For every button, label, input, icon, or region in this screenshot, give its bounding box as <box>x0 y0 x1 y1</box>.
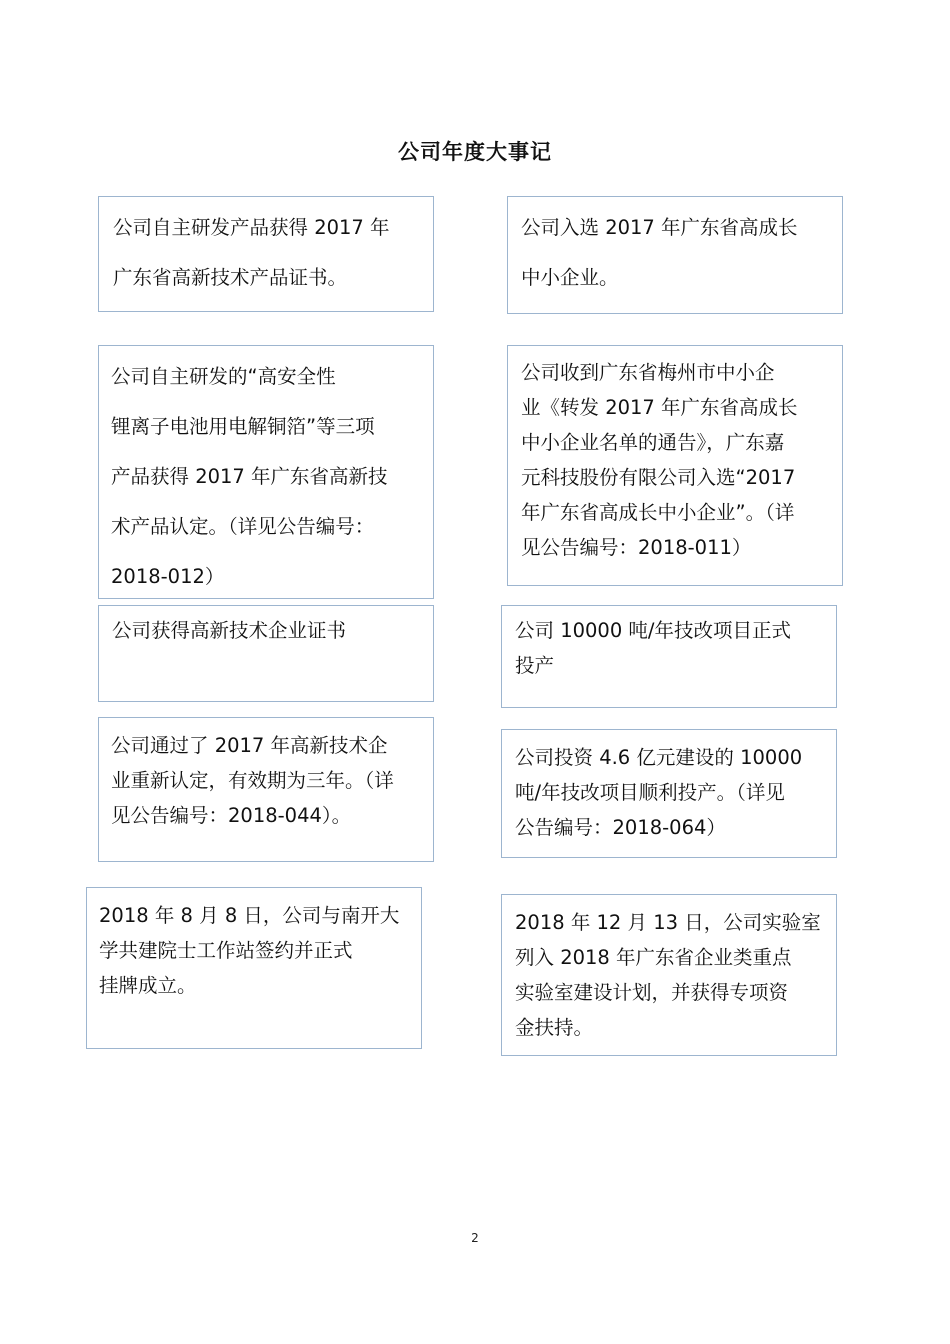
event-box-high-growth-notice: 公司收到广东省梅州市中小企 业《转发 2017 年广东省高成长 中小企业名单的通告》，广东嘉 元科技股份有限公司入选“2017 年广东省高成长中小企业”。（详 见公告编号：2018-011） <box>507 345 843 586</box>
page-title: 公司年度大事记 <box>398 140 552 164</box>
event-box-project-production: 公司 10000 吨/年技改项目正式 投产 <box>501 605 837 708</box>
event-box-key-laboratory: 2018 年 12 月 13 日，公司实验室 列入 2018 年广东省企业类重点 实验室建设计划，并获得专项资 金扶持。 <box>501 894 837 1056</box>
event-box-academician-workstation: 2018 年 8 月 8 日，公司与南开大 学共建院士工作站签约并正式 挂牌成立。 <box>86 887 422 1049</box>
event-box-investment-project: 公司投资 4.6 亿元建设的 10000 吨/年技改项目顺利投产。（详见 公告编号：2018-064） <box>501 729 837 858</box>
event-box-high-growth-sme: 公司入选 2017 年广东省高成长 中小企业。 <box>507 196 843 314</box>
event-box-hightech-reaccreditation: 公司通过了 2017 年高新技术企 业重新认定，有效期为三年。（详 见公告编号：2018-044）。 <box>98 717 434 862</box>
page-number: 2 <box>471 1231 479 1245</box>
event-box-hightech-product-recognition: 公司自主研发的“高安全性 锂离子电池用电解铜箔”等三项 产品获得 2017 年广东省高新技 术产品认定。（详见公告编号： 2018-012） <box>98 345 434 599</box>
event-box-hightech-enterprise-certificate: 公司获得高新技术企业证书 <box>98 605 434 702</box>
event-box-hightech-product-certificate: 公司自主研发产品获得 2017 年 广东省高新技术产品证书。 <box>98 196 434 312</box>
